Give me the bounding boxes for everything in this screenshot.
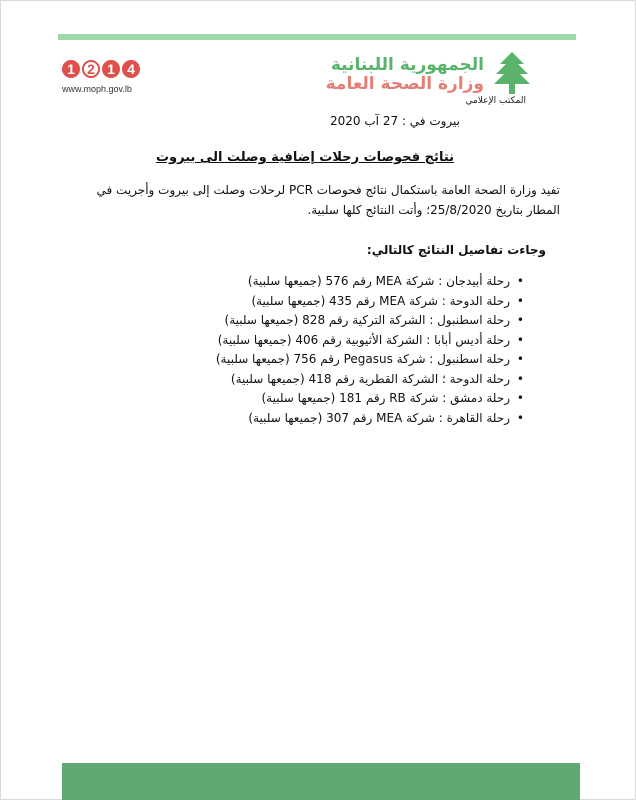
- bullet-icon: •: [516, 332, 524, 347]
- bullet-icon: •: [516, 371, 524, 386]
- list-item: [166, 331, 546, 351]
- website-link[interactable]: www.moph.gov.lb: [62, 84, 132, 94]
- flight-text: رحلة أديس أبابا : الشركة الأثيوبية رقم 406 (جميعها سلبية): [217, 332, 510, 347]
- list-item: [166, 389, 546, 409]
- list-item: [166, 311, 546, 331]
- header-bar: [58, 34, 576, 40]
- bullet-icon: •: [516, 410, 524, 425]
- list-item: [166, 409, 546, 429]
- hotline-digit: 2: [82, 60, 100, 78]
- flight-text: رحلة اسطنبول : شركة Pegasus رقم 756 (جميعها سلبية): [215, 352, 510, 366]
- flight-text: رحلة القاهرة : شركة MEA رقم 307 (جميعها سلبية): [248, 410, 510, 425]
- press-office-label: المكتب الإعلامي: [465, 96, 526, 106]
- bullet-icon: •: [516, 313, 524, 327]
- list-item: [166, 370, 546, 390]
- flight-text: رحلة دمشق : شركة RB رقم 181 (جميعها سلبية): [261, 391, 510, 405]
- ministry-name: وزارة الصحة العامة: [325, 74, 484, 94]
- bullet-icon: •: [516, 293, 524, 308]
- bullet-icon: •: [516, 391, 524, 405]
- flight-text: رحلة الدوحة : شركة MEA رقم 435 (جميعها سلبية): [251, 293, 510, 308]
- hotline-digit: 1: [102, 60, 120, 78]
- list-item: [166, 350, 546, 370]
- cedar-tree-icon: [492, 50, 532, 96]
- flight-results-list: [166, 272, 546, 428]
- list-item: [166, 292, 546, 312]
- hotline-digit: 1: [62, 60, 80, 78]
- footer-bar: [62, 763, 580, 800]
- bullet-icon: •: [516, 352, 524, 366]
- date-line: بيروت في : 27 آب 2020: [330, 114, 460, 128]
- bullet-icon: •: [516, 274, 524, 288]
- list-item: [166, 272, 546, 292]
- document-title: نتائج فحوصات رحلات إضافية وصلت الى بيروت: [155, 150, 455, 165]
- body-paragraph: تفيد وزارة الصحة العامة باستكمال نتائج فحوصات PCR لرحلات وصلت إلى بيروت وأجريت في المطار بتاريخ 25/8/2020؛ وأتت النتائج كلها سلبية.: [96, 183, 560, 217]
- flight-text: رحلة الدوحة ؛ الشركة القطرية رقم 418 (جميعها سلبية): [230, 371, 510, 386]
- republic-name: الجمهورية اللبنانية: [330, 55, 484, 75]
- flight-text: رحلة أبيدجان : شركة MEA رقم 576 (جميعها سلبية): [247, 274, 510, 288]
- flight-text: رحلة اسطنبول : الشركة التركية رقم 828 (جميعها سلبية): [224, 313, 510, 327]
- details-heading: وجاءت تفاصيل النتائج كالتالي:: [366, 243, 546, 257]
- hotline-digit: 4: [122, 60, 140, 78]
- hotline-logo: [62, 60, 140, 78]
